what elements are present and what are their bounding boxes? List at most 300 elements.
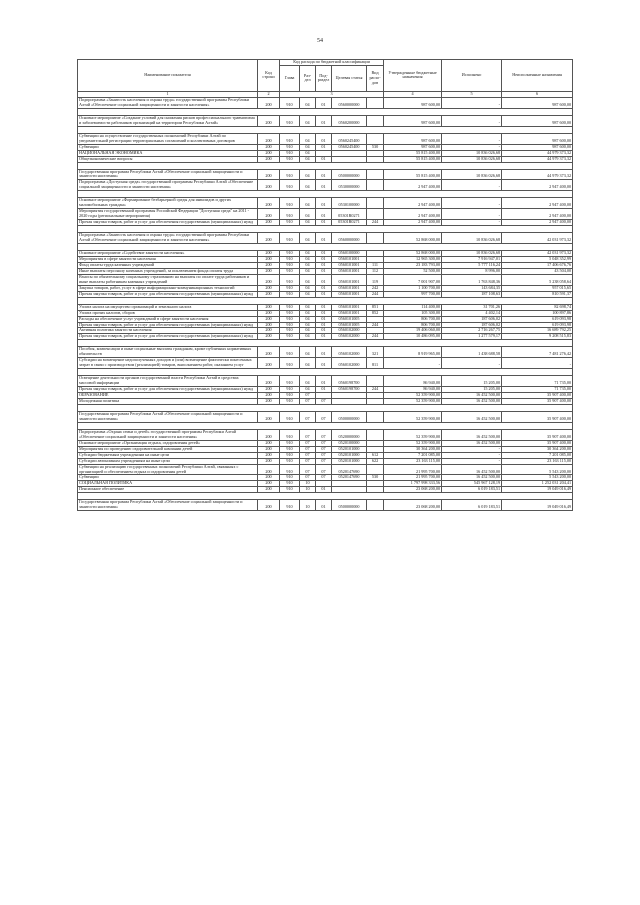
row-unexecuted: 619 093,98: [502, 316, 573, 322]
spacer-row: [78, 422, 573, 429]
row-target: 0560102000: [332, 358, 367, 369]
row-code: 200: [258, 233, 280, 244]
table-row: [78, 180, 573, 191]
row-razdel: 04: [300, 291, 316, 297]
row-glava: 910: [280, 334, 300, 340]
row-approved: 1 797 998 333,56: [384, 481, 442, 487]
table-row: [78, 291, 573, 297]
row-executed: -: [442, 115, 502, 126]
row-razdel: 07: [300, 464, 316, 475]
row-razdel: 04: [300, 144, 316, 150]
row-target: 0560101001: [332, 274, 367, 285]
row-target: 0500000000: [332, 411, 367, 422]
row-approved: 1 100 700,00: [384, 285, 442, 291]
row-executed: 31 701,26: [442, 304, 502, 310]
row-razdel: 04: [300, 316, 316, 322]
row-razdel: 04: [300, 376, 316, 387]
row-unexecuted: 35 907 400,00: [502, 393, 573, 399]
row-name: Основное мероприятие «Организация отдыха, оздоровления детей»: [78, 440, 258, 446]
row-razdel: 07: [300, 458, 316, 464]
spacer-cell: [78, 244, 573, 251]
table-row: [78, 376, 573, 387]
row-unexecuted: 35 907 400,00: [502, 398, 573, 404]
row-podrazdel: 07: [316, 464, 332, 475]
row-target: 0560101005: [332, 316, 367, 322]
row-code: 200: [258, 150, 280, 156]
spacer-cell: [78, 422, 573, 429]
spacer-cell: [78, 493, 573, 500]
header-name: Наименование показателя: [78, 60, 258, 92]
row-code: 200: [258, 274, 280, 285]
row-code: 200: [258, 446, 280, 452]
row-razdel: 04: [300, 387, 316, 393]
table-row: [78, 452, 573, 458]
row-target: 0560102000: [332, 347, 367, 358]
row-approved: 23 163 115,00: [384, 458, 442, 464]
row-name: Субсидии бюджетным учреждениям на иные цели: [78, 452, 258, 458]
row-executed: -: [442, 133, 502, 144]
table-row: [78, 458, 573, 464]
row-glava: 910: [280, 256, 300, 262]
row-approved: 23 183 793,00: [384, 262, 442, 268]
row-target: 0520000000: [332, 429, 367, 440]
row-code: 200: [258, 97, 280, 108]
spacer-row: [78, 162, 573, 169]
row-executed: 6 019 183,51: [442, 500, 502, 511]
spacer-cell: [78, 369, 573, 376]
table-row: [78, 220, 573, 226]
row-name: Активная политика занятости населения: [78, 328, 258, 334]
row-unexecuted: 2 947 400,00: [502, 220, 573, 226]
row-glava: 910: [280, 376, 300, 387]
row-name: Прочая закупка товаров, работ и услуг для обеспечения государственных (муниципальных) нужд: [78, 220, 258, 226]
header-razdel: Раз-дел: [300, 65, 316, 91]
row-unexecuted: 71 735,00: [502, 387, 573, 393]
row-podrazdel: 01: [316, 251, 332, 257]
row-podrazdel: 07: [316, 475, 332, 481]
header-unexecuted: Неисполненные назначения: [502, 60, 573, 92]
row-executed: 16 452 500,00: [442, 464, 502, 475]
row-approved: 987 600,00: [384, 115, 442, 126]
row-executed: 7 916 947,01: [442, 256, 502, 262]
row-glava: 910: [280, 328, 300, 334]
row-podrazdel: 01: [316, 198, 332, 209]
row-glava: 910: [280, 429, 300, 440]
row-glava: 910: [280, 156, 300, 162]
row-target: 0560198700: [332, 387, 367, 393]
row-podrazdel: 01: [316, 328, 332, 334]
row-name: Освещение деятельности органов государственной власти Республики Алтай в средствах массовой информации: [78, 376, 258, 387]
row-code: 200: [258, 464, 280, 475]
row-vid: 612: [367, 452, 384, 458]
row-executed: 5 777 116,24: [442, 262, 502, 268]
row-glava: 910: [280, 304, 300, 310]
row-vid: 530: [367, 475, 384, 481]
row-podrazdel: 07: [316, 429, 332, 440]
row-vid: [367, 500, 384, 511]
row-vid: [367, 376, 384, 387]
row-vid: 242: [367, 285, 384, 291]
row-name: Прочая закупка товаров, работ и услуг для обеспечения государственных (муниципальных) нужд: [78, 387, 258, 393]
row-target: 0560101005: [332, 322, 367, 328]
row-approved: 55 815 400,00: [384, 156, 442, 162]
table-row: [78, 358, 573, 369]
row-glava: 910: [280, 387, 300, 393]
row-approved: 19 406 060,00: [384, 328, 442, 334]
row-razdel: 04: [300, 251, 316, 257]
row-target: 0560101001: [332, 291, 367, 297]
header-class-group: Код расхода по бюджетной классификации: [280, 60, 384, 66]
row-code: 200: [258, 440, 280, 446]
row-code: 200: [258, 262, 280, 268]
row-unexecuted: 5 238 058,64: [502, 274, 573, 285]
row-glava: 910: [280, 133, 300, 144]
row-podrazdel: 01: [316, 169, 332, 180]
row-target: 0560198700: [332, 376, 367, 387]
col-number: 1: [78, 91, 258, 97]
row-glava: 910: [280, 322, 300, 328]
row-unexecuted: 987 600,00: [502, 97, 573, 108]
row-glava: 910: [280, 251, 300, 257]
row-vid: 811: [367, 358, 384, 369]
row-executed: 545 967 128,19: [442, 481, 502, 487]
row-name: ОБРАЗОВАНИЕ: [78, 393, 258, 399]
row-razdel: 04: [300, 169, 316, 180]
row-approved: 55 815 400,00: [384, 169, 442, 180]
row-unexecuted: 23 163 115,00: [502, 458, 573, 464]
spacer-cell: [78, 162, 573, 169]
row-target: 0560000000: [332, 97, 367, 108]
row-name: Субсидии автономным учреждениям на иные цели: [78, 458, 258, 464]
row-approved: 987 600,00: [384, 97, 442, 108]
row-name: СОЦИАЛЬНАЯ ПОЛИТИКА: [78, 481, 258, 487]
row-razdel: 04: [300, 220, 316, 226]
row-executed: 187 606,02: [442, 322, 502, 328]
spacer-row: [78, 493, 573, 500]
table-row: [78, 169, 573, 180]
row-podrazdel: 01: [316, 347, 332, 358]
row-executed: 10 836 026,68: [442, 150, 502, 156]
row-unexecuted: 5 048 352,99: [502, 256, 573, 262]
row-executed: 1 763 848,36: [442, 274, 502, 285]
row-unexecuted: 987 600,00: [502, 115, 573, 126]
row-target: 0530000000: [332, 180, 367, 191]
row-name: Уплата прочих налогов, сборов: [78, 310, 258, 316]
row-razdel: 04: [300, 334, 316, 340]
row-unexecuted: 100 897,86: [502, 310, 573, 316]
row-code: 200: [258, 256, 280, 262]
row-target: 0560101001: [332, 285, 367, 291]
row-podrazdel: 01: [316, 144, 332, 150]
row-glava: 910: [280, 291, 300, 297]
row-target: 0560101001: [332, 256, 367, 262]
row-podrazdel: 07: [316, 440, 332, 446]
row-glava: 910: [280, 268, 300, 274]
row-razdel: 04: [300, 262, 316, 268]
row-razdel: 10: [300, 500, 316, 511]
row-glava: 910: [280, 220, 300, 226]
row-razdel: 10: [300, 487, 316, 493]
row-code: 200: [258, 347, 280, 358]
row-code: 200: [258, 411, 280, 422]
row-code: 200: [258, 398, 280, 404]
row-vid: [367, 411, 384, 422]
spacer-cell: [78, 340, 573, 347]
row-code: 200: [258, 500, 280, 511]
row-glava: 910: [280, 144, 300, 150]
row-target: 0560101001: [332, 304, 367, 310]
row-razdel: 04: [300, 256, 316, 262]
row-name: Основное мероприятие «Формирование безбарьерной среды для инвалидов и других маломобильных граждан»: [78, 198, 258, 209]
row-code: 200: [258, 144, 280, 150]
row-unexecuted: 16 689 792,25: [502, 328, 573, 334]
row-unexecuted: 2 947 400,00: [502, 198, 573, 209]
table-row: [78, 304, 573, 310]
row-razdel: 04: [300, 156, 316, 162]
table-body: [78, 97, 573, 510]
row-name: Прочая закупка товаров, работ и услуг для обеспечения государственных (муниципальных) нужд: [78, 322, 258, 328]
row-executed: -: [442, 209, 502, 220]
col-number: 6: [502, 91, 573, 97]
row-code: 200: [258, 310, 280, 316]
row-razdel: 04: [300, 274, 316, 285]
row-name: Взносы по обязательному социальному страхованию на выплаты по оплате труда работников и иные выплаты работникам казенных учреждений: [78, 274, 258, 285]
row-razdel: 07: [300, 411, 316, 422]
row-target: 0520101000: [332, 452, 367, 458]
row-name: Молодежная политика: [78, 398, 258, 404]
row-name: Государственная программа Республики Алтай «Обеспечение социальной защищенности и занятости населения»: [78, 411, 258, 422]
row-name: Подпрограмма «Занятость населения и охрана труда» государственной программы Республики Алтай «Обеспечение социальной защищенности и занятости населения»: [78, 233, 258, 244]
row-approved: 997 700,00: [384, 291, 442, 297]
row-razdel: 04: [300, 150, 316, 156]
row-executed: -: [442, 458, 502, 464]
row-executed: -: [442, 446, 502, 452]
row-razdel: 07: [300, 446, 316, 452]
header-approved: Утвержденные бюджетные назначения: [384, 60, 442, 92]
row-podrazdel: 01: [316, 304, 332, 310]
row-executed: -: [442, 220, 502, 226]
row-approved: 806 700,00: [384, 316, 442, 322]
row-podrazdel: 01: [316, 274, 332, 285]
row-razdel: 04: [300, 285, 316, 291]
row-podrazdel: 01: [316, 310, 332, 316]
row-glava: 910: [280, 115, 300, 126]
row-code: 200: [258, 198, 280, 209]
row-unexecuted: 30 364 200,00: [502, 446, 573, 452]
row-target: 0520147690: [332, 475, 367, 481]
row-podrazdel: 01: [316, 97, 332, 108]
row-razdel: 04: [300, 328, 316, 334]
spacer-row: [78, 297, 573, 304]
spacer-row: [78, 126, 573, 133]
table-row: [78, 268, 573, 274]
row-glava: 910: [280, 358, 300, 369]
row-approved: 52 359 900,00: [384, 398, 442, 404]
row-name: Пособия, компенсации и иные социальные выплаты гражданам, кроме публичных нормативных обязательств: [78, 347, 258, 358]
row-glava: 910: [280, 475, 300, 481]
row-name: Мероприятия по проведению оздоровительной кампании детей: [78, 446, 258, 452]
row-glava: 910: [280, 464, 300, 475]
row-executed: 143 684,35: [442, 285, 502, 291]
row-executed: 16 452 500,00: [442, 398, 502, 404]
row-approved: 86 940,00: [384, 376, 442, 387]
row-target: 0500000000: [332, 500, 367, 511]
table-row: [78, 198, 573, 209]
row-podrazdel: 01: [316, 334, 332, 340]
row-code: 200: [258, 133, 280, 144]
row-code: 200: [258, 358, 280, 369]
header-target: Целевая статья: [332, 65, 367, 91]
row-unexecuted: 43 504,00: [502, 268, 573, 274]
row-glava: 910: [280, 487, 300, 493]
row-executed: 16 452 500,00: [442, 475, 502, 481]
row-razdel: 04: [300, 133, 316, 144]
row-vid: [367, 169, 384, 180]
row-vid: [367, 429, 384, 440]
row-name: Субсидии на возмещение недополученных доходов и (или) возмещение фактически понесенных затрат в связи с производством (реализацией) товаров, выполнением работ, оказанием услуг: [78, 358, 258, 369]
table-row: [78, 209, 573, 220]
row-razdel: 04: [300, 233, 316, 244]
row-executed: -: [442, 97, 502, 108]
table-row: [78, 500, 573, 511]
row-unexecuted: 810 591,37: [502, 291, 573, 297]
row-vid: 321: [367, 347, 384, 358]
row-glava: 910: [280, 393, 300, 399]
row-name: Фонд оплаты труда казенных учреждений: [78, 262, 258, 268]
row-unexecuted: 82 698,74: [502, 304, 573, 310]
row-unexecuted: 987 600,00: [502, 133, 573, 144]
row-vid: 244: [367, 220, 384, 226]
row-podrazdel: 01: [316, 268, 332, 274]
spacer-cell: [78, 226, 573, 233]
row-target: 0560101001: [332, 310, 367, 316]
row-glava: 910: [280, 209, 300, 220]
row-glava: 910: [280, 97, 300, 108]
row-approved: 806 700,00: [384, 322, 442, 328]
row-approved: 7 201 085,00: [384, 452, 442, 458]
table-row: [78, 256, 573, 262]
row-unexecuted: 42 031 973,32: [502, 233, 573, 244]
row-target: 0520100000: [332, 440, 367, 446]
spacer-cell: [78, 297, 573, 304]
row-executed: 16 452 500,00: [442, 440, 502, 446]
header-code-row: Код строки: [258, 60, 280, 92]
row-vid: [367, 209, 384, 220]
row-vid: 852: [367, 310, 384, 316]
row-razdel: 04: [300, 268, 316, 274]
row-unexecuted: -: [502, 358, 573, 369]
row-approved: 52 359 900,00: [384, 393, 442, 399]
table-row: [78, 347, 573, 358]
row-name: Пенсионное обеспечение: [78, 487, 258, 493]
row-name: Субвенции на реализацию государственных полномочий Республики Алтай, связанных с организацией и обеспечением отдыха и оздоровления детей: [78, 464, 258, 475]
table-row: [78, 334, 573, 340]
row-approved: 2 947 400,00: [384, 198, 442, 209]
row-code: 200: [258, 475, 280, 481]
row-unexecuted: 2 947 400,00: [502, 209, 573, 220]
row-glava: 910: [280, 262, 300, 268]
spacer-row: [78, 340, 573, 347]
row-unexecuted: 35 907 400,00: [502, 429, 573, 440]
col-number: 3: [280, 91, 384, 97]
row-target: 0560200000: [332, 115, 367, 126]
table-row: [78, 429, 573, 440]
spacer-cell: [78, 108, 573, 115]
row-vid: 244: [367, 322, 384, 328]
row-unexecuted: 19 049 016,49: [502, 500, 573, 511]
row-glava: 910: [280, 398, 300, 404]
row-vid: 244: [367, 334, 384, 340]
row-podrazdel: 01: [316, 115, 332, 126]
row-unexecuted: 1 252 031 204,41: [502, 481, 573, 487]
row-unexecuted: 9 208 515,83: [502, 334, 573, 340]
row-unexecuted: 5 543 200,00: [502, 475, 573, 481]
row-approved: 2 947 400,00: [384, 220, 442, 226]
col-number: 5: [442, 91, 502, 97]
spacer-row: [78, 226, 573, 233]
table-row: [78, 387, 573, 393]
row-approved: 2 947 400,00: [384, 180, 442, 191]
row-approved: 21 995 700,00: [384, 475, 442, 481]
spacer-cell: [78, 126, 573, 133]
row-razdel: 04: [300, 347, 316, 358]
row-approved: 52 359 900,00: [384, 440, 442, 446]
row-approved: 52 868 000,00: [384, 233, 442, 244]
header-executed: Исполнено: [442, 60, 502, 92]
spacer-row: [78, 369, 573, 376]
row-target: 0560101001: [332, 268, 367, 274]
row-code: 200: [258, 387, 280, 393]
row-vid: [367, 464, 384, 475]
row-target: 0520101000: [332, 446, 367, 452]
row-glava: 910: [280, 316, 300, 322]
row-approved: 10 486 095,00: [384, 334, 442, 340]
row-glava: 910: [280, 233, 300, 244]
budget-table: [77, 59, 573, 511]
row-name: Расходы на обеспечение услуг учреждений в сфере занятости населения: [78, 316, 258, 322]
row-razdel: 04: [300, 310, 316, 316]
row-razdel: 07: [300, 429, 316, 440]
row-approved: 52 359 900,00: [384, 429, 442, 440]
row-executed: -: [442, 144, 502, 150]
row-approved: 23 068 200,00: [384, 487, 442, 493]
row-razdel: 04: [300, 358, 316, 369]
spacer-cell: [78, 191, 573, 198]
table-row: [78, 440, 573, 446]
row-vid: [367, 115, 384, 126]
header-podrazdel: Под-раздел: [316, 65, 332, 91]
row-executed: 1 438 688,58: [442, 347, 502, 358]
row-vid: 112: [367, 268, 384, 274]
row-name: Основное мероприятие «Содействие занятости населения»: [78, 251, 258, 257]
row-glava: 910: [280, 285, 300, 291]
row-executed: 187 108,63: [442, 291, 502, 297]
row-vid: 851: [367, 304, 384, 310]
row-podrazdel: 01: [316, 233, 332, 244]
row-target: 0560000000: [332, 233, 367, 244]
row-podrazdel: 01: [316, 156, 332, 162]
row-executed: 8 996,00: [442, 268, 502, 274]
row-approved: -: [384, 358, 442, 369]
row-name: Основное мероприятие «Создание условий для снижения рисков профессионального травматизма и заболеваемости работников организаций на территории Республики Алтай»: [78, 115, 258, 126]
row-target: 0560101001: [332, 262, 367, 268]
row-razdel: 07: [300, 475, 316, 481]
row-name: Государственная программа Республики Алтай «Обеспечение социальной защищенности и занятости населения»: [78, 169, 258, 180]
row-podrazdel: 01: [316, 256, 332, 262]
table-row: [78, 274, 573, 285]
row-name: Закупка товаров, работ, услуг в сфере информационно-коммуникационных технологий: [78, 285, 258, 291]
row-vid: [367, 180, 384, 191]
